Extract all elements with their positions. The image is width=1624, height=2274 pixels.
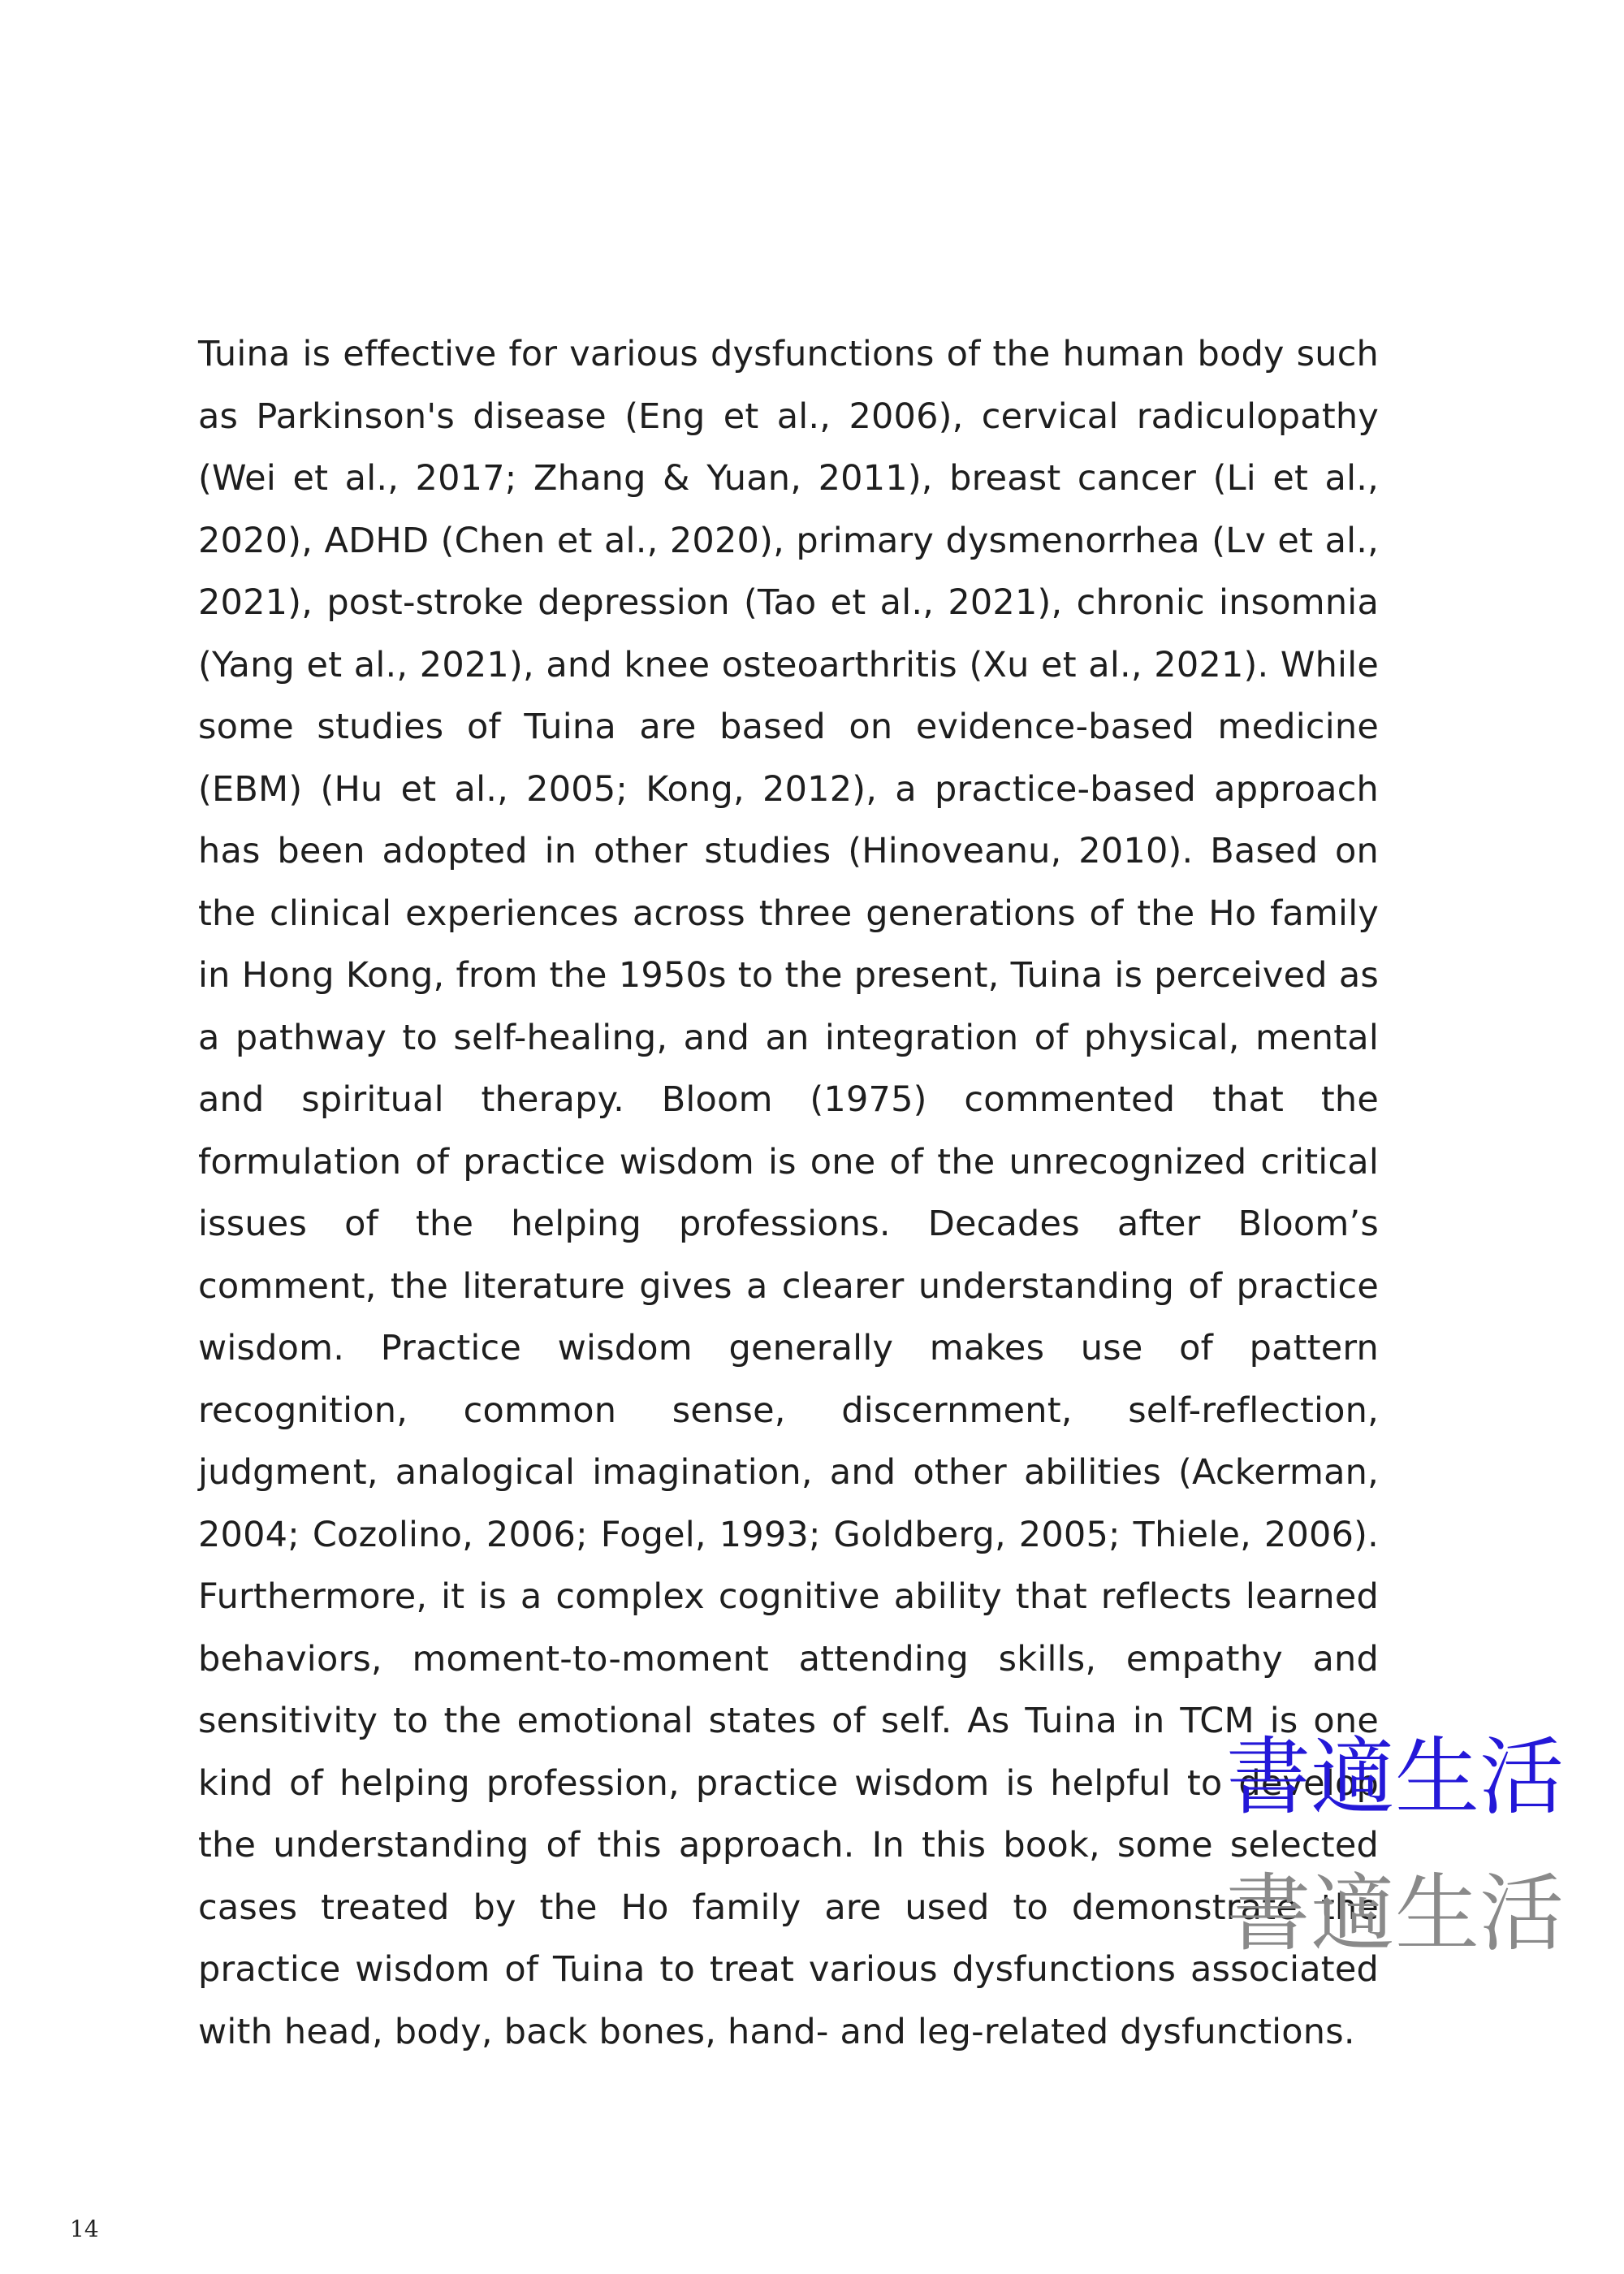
body-paragraph: Tuina is effective for various dysfunctions of the human body such as Parkinson's disease (Eng et al., 2006), cervical radiculopathy (Wei et al., 2017; Zhang & Yuan, 2011), breast cancer (Li et al., 2020), ADHD (Chen et al., 2020), primary dysmenorrhea (Lv et al., 2021), post-stroke depression (Tao et al., 2021), chronic insomnia (Yang et al., 2021), and knee osteoarthritis (Xu et al., 2021). While some studies of Tuina are based on evidence-based medicine (EBM) (Hu et al., 2005; Kong, 2012), a practice-based approach has been adopted in other studies (Hinoveanu, 2010). Based on the clinical experiences across three generations of the Ho family in Hong Kong, from the 1950s to the present, Tuina is perceived as a pathway to self-healing, and an integration of physical, mental and spiritual therapy. Bloom (1975) commented that the formulation of practice wisdom is one of the unrecognized critical issues of the helping professions. Decades after Bloom’s comment, the literature gives a clearer understanding of practice wisdom. Practice wisdom generally makes use of pattern recognition, common sense, discernment, self-reflection, judgment, analogical imagination, and other abilities (Ackerman, 2004; Cozolino, 2006; Fogel, 1993; Goldberg, 2005; Thiele, 2006). Furthermore, it is a complex cognitive ability that reflects learned behaviors, moment-to-moment attending skills, empathy and sensitivity to the emotional states of self. As Tuina in TCM is one kind of helping profession, practice wisdom is helpful to develop the understanding of this approach. In this book, some selected cases treated by the Ho family are used to demonstrate the practice wisdom of Tuina to treat various dysfunctions associated with head, body, back bones, hand- and leg-related dysfunctions. — [198, 334, 1379, 2052]
watermark-blue: 書適生活 — [1225, 1727, 1564, 1827]
page-number: 14 — [70, 2216, 99, 2242]
watermark-gray: 書適生活 — [1225, 1864, 1564, 1963]
